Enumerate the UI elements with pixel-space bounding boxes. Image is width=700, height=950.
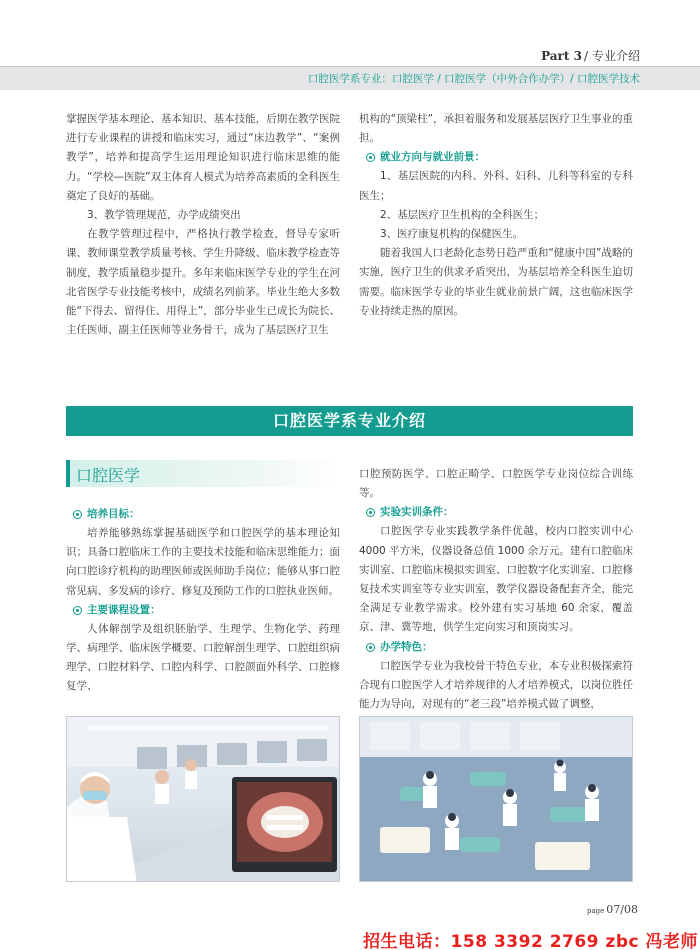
paragraph: 口腔医学专业为我校骨干特色专业，本专业积极探索符合现有口腔医学人才培养规律的人才培养模式，以岗位胜任能力为导向，对现有的“老三段”培养模式做了调整， [359, 659, 633, 711]
bottom-left-column [66, 505, 340, 697]
paragraph: 机构的“顶梁柱”，承担着服务和发展基层医疗卫生事业的重担。 [359, 113, 633, 145]
top-left-column [66, 110, 340, 340]
paragraph: 随着我国人口老龄化态势日趋严重和“健康中国”战略的实施，医疗卫生的供求矛盾突出，为基层培养全科医生迫切需要。临床医学专业的毕业生就业前景广阔，这也临床医学专业持续走热的原因。 [359, 247, 633, 317]
section-heading [366, 638, 633, 657]
part-separator: / [583, 49, 588, 63]
list-item: 2、基层医疗卫生机构的全科医生； [380, 208, 545, 221]
list-item: 3、医疗康复机构的保健医生。 [380, 228, 524, 241]
paragraph: 口腔医学专业实践教学条件优越，校内口腔实训中心4000 平方米，仪器设备总值 1000 余万元。建有口腔临床实训室、口腔临床模拟实训室、口腔数字化实训室、口腔修复技术实训室等专业实训室，教学仪器设备配套齐全，能完全满足专业教学需求。校外建有实习基地 60 余家，覆盖京、津、冀等地，供学生定向实习和顶岗实习。 [359, 525, 633, 634]
part-header [541, 47, 640, 64]
section-heading [73, 505, 340, 524]
paragraph: 培养能够熟练掌握基础医学和口腔医学的基本理论知识；具备口腔临床工作的主要技术技能和临床思维能力；面向口腔诊疗机构的助理医师或医师助手岗位；能够从事口腔常见病、多发病的诊疗、修复及预防工作的口腔执业医师。 [66, 527, 340, 597]
part-label: Part 3 [541, 49, 582, 63]
department-band-text: 口腔医学系专业：口腔医学 / 口腔医学（中外合作办学）/ 口腔医学技术 [307, 73, 640, 85]
paragraph: 人体解剖学及组织胚胎学、生理学、生物化学、药理学、病理学、临床医学概要、口腔解剖生理学、口腔组织病理学、口腔材料学、口腔内科学、口腔颌面外科学、口腔修复学、 [66, 622, 340, 693]
page-number-value: 07/08 [606, 903, 638, 916]
dental-clinic-illustration [360, 717, 633, 882]
heading-text: 主要课程设置： [87, 603, 161, 616]
bullet-icon [366, 153, 375, 162]
paragraph: 口腔预防医学、口腔正畸学、口腔医学专业岗位综合训练等。 [359, 468, 633, 500]
page-number [587, 903, 638, 916]
section-heading [366, 503, 633, 522]
heading-text: 就业方向与就业前景： [380, 151, 485, 164]
subheading: 3、教学管理规范，办学成绩突出 [87, 209, 241, 222]
bullet-icon [73, 606, 82, 615]
paragraph: 在教学管理过程中，严格执行教学检查，督导专家听课、教师课堂教学质量考核、学生升降级、临床教学检查等制度，教学质量稳步提升。多年来临床医学专业的学生在河北省医学专业技能考核中，成绩名列前茅。毕业生绝大多数能“下得去、留得住、用得上”，部分毕业生已成长为院长、主任医师、副主任医师等业务骨干，成为了基层医疗卫生 [66, 228, 340, 337]
heading-text: 实验实训条件： [380, 506, 454, 519]
dental-clinic-photo [359, 716, 633, 882]
list-item: 1、基层医院的内科、外科、妇科、儿科等科室的专科医生； [359, 170, 633, 202]
section-heading [73, 601, 340, 620]
heading-text: 办学特色： [380, 640, 433, 653]
paragraph: 掌握医学基本理论、基本知识、基本技能，后期在教学医院进行专业课程的讲授和临床实习，通过“床边教学”、“案例教学”，培养和提高学生运用理论知识进行临床思维的能力。“学校—医院”双主体育人模式为培养高素质的全科医生奠定了良好的基础。 [66, 113, 340, 202]
part-section: 专业介绍 [591, 49, 640, 63]
enrollment-phone-banner: 招生电话：158 3392 2769 zbc 冯老师 [363, 932, 698, 950]
bullet-icon [73, 510, 82, 519]
dental-lab-illustration [67, 717, 340, 882]
department-band [0, 66, 700, 90]
top-right-column [359, 110, 633, 321]
section-heading [366, 148, 633, 167]
heading-text: 培养目标： [87, 507, 140, 520]
bottom-right-column [359, 465, 633, 714]
major-title-box [66, 460, 340, 487]
section-banner: 口腔医学系专业介绍 [66, 406, 633, 436]
bullet-icon [366, 508, 375, 517]
major-title: 口腔医学 [76, 466, 141, 485]
page-prefix: page [587, 907, 605, 915]
dental-lab-photo [66, 716, 340, 882]
bullet-icon [366, 643, 375, 652]
